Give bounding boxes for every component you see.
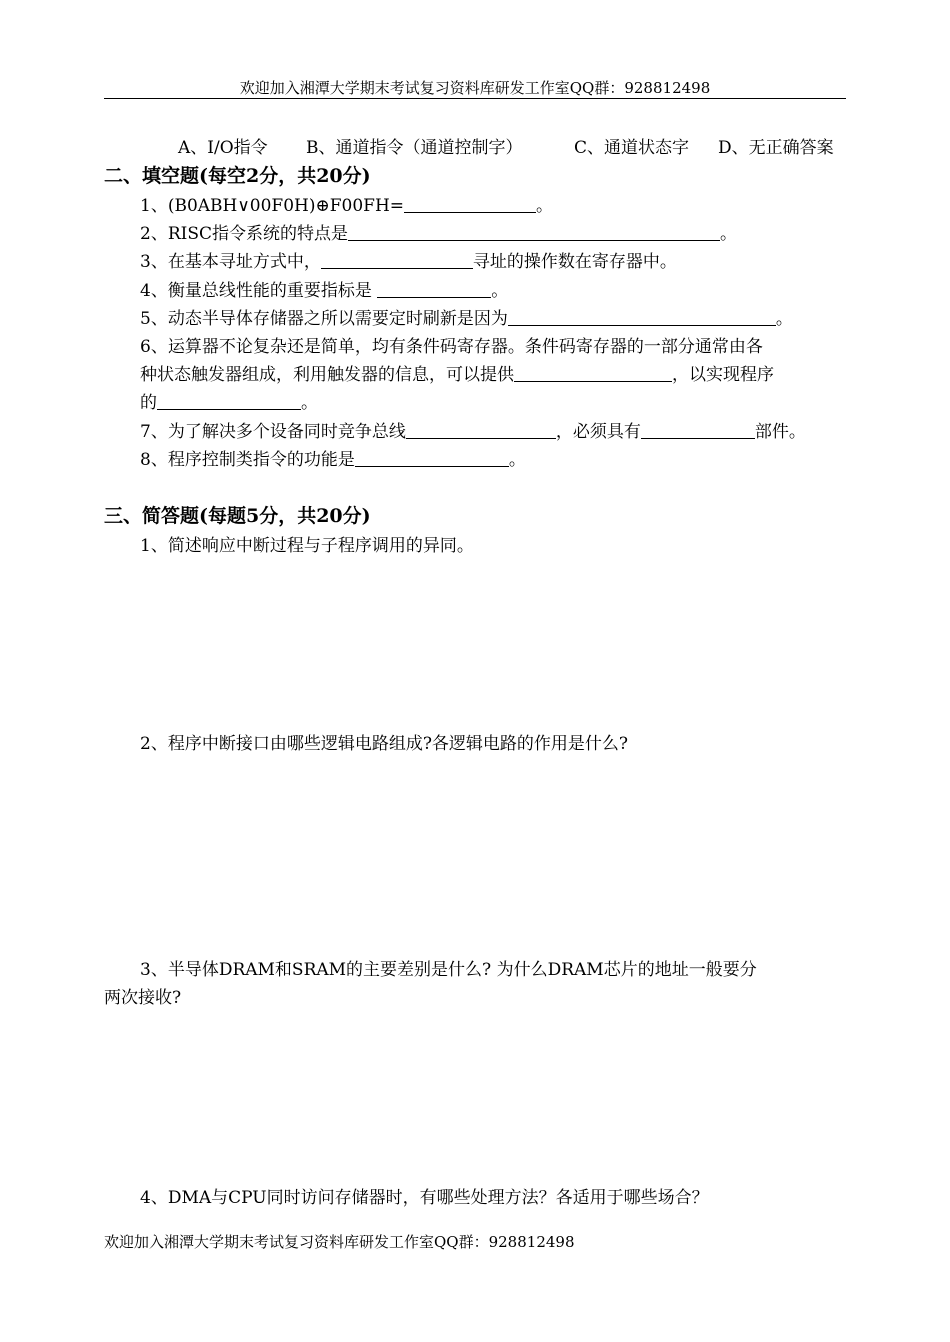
fill-q5-end: 。 [775, 309, 793, 329]
choice-option-a: A、I/O指令 [178, 138, 268, 158]
short-answer-question-2: 2、程序中断接口由哪些逻辑电路组成?各逻辑电路的作用是什么? [140, 734, 629, 754]
fill-q8-end: 。 [508, 450, 526, 470]
fill-question-8 [140, 448, 526, 472]
answer-blank[interactable] [377, 280, 491, 298]
page-header: 欢迎加入湘潭大学期末考试复习资料库研发工作室QQ群：928812498 [239, 79, 711, 97]
choice-option-b: B、通道指令（通道控制字） [306, 138, 523, 158]
fill-q1-end: 。 [536, 196, 554, 216]
fill-q4-text: 4、衡量总线性能的重要指标是 [140, 281, 378, 301]
short-answer-question-3-line1: 3、半导体DRAM和SRAM的主要差别是什么? 为什么DRAM芯片的地址一般要分 [140, 960, 757, 980]
header-rule [104, 98, 846, 99]
short-answer-question-3-line2: 两次接收? [104, 988, 182, 1008]
answer-blank[interactable] [348, 223, 720, 241]
fill-q6-text: 的 [140, 393, 157, 413]
short-answer-question-1: 1、简述响应中断过程与子程序调用的异同。 [140, 536, 474, 556]
section3-title: 三、简答题(每题5分，共20分) [104, 505, 371, 527]
choice-option-d: D、无正确答案 [718, 138, 834, 158]
fill-q1-text: 1、(B0ABH∨00F0H)⊕F00FH= [140, 196, 405, 216]
answer-blank[interactable] [355, 449, 509, 467]
fill-q2-end: 。 [719, 224, 737, 244]
answer-blank[interactable] [321, 251, 473, 269]
fill-q6-end: 。 [301, 393, 318, 413]
fill-q8-text: 8、程序控制类指令的功能是 [140, 450, 355, 470]
fill-q7-mid: ，必须具有 [555, 422, 641, 442]
fill-q6-mid: ，以实现程序 [672, 365, 774, 385]
fill-question-4 [140, 279, 508, 303]
answer-blank[interactable] [157, 392, 301, 410]
fill-question-2 [140, 222, 737, 246]
fill-q4-end: 。 [491, 281, 509, 301]
answer-blank[interactable] [514, 364, 672, 382]
fill-q6-text: 种状态触发器组成，利用触发器的信息，可以提供 [140, 365, 514, 385]
answer-blank[interactable] [641, 421, 755, 439]
short-answer-question-4: 4、DMA与CPU同时访问存储器时，有哪些处理方法？各适用于哪些场合？ [140, 1188, 709, 1208]
fill-question-6-line3 [140, 391, 318, 415]
answer-blank[interactable] [404, 195, 536, 213]
fill-question-6-line1: 6、运算器不论复杂还是简单，均有条件码寄存器。条件码寄存器的一部分通常由各 [140, 337, 763, 357]
fill-q7-end: 部件。 [754, 422, 806, 442]
fill-q7-text: 7、为了解决多个设备同时竞争总线 [140, 422, 406, 442]
fill-question-6-line2 [140, 363, 774, 387]
fill-question-7 [140, 420, 806, 444]
fill-question-5 [140, 307, 793, 331]
fill-q3-end: 寻址的操作数在寄存器中。 [472, 252, 677, 272]
answer-blank[interactable] [508, 308, 776, 326]
choice-option-c: C、通道状态字 [574, 138, 690, 158]
section2-title: 二、填空题(每空2分，共20分) [104, 165, 371, 187]
fill-question-3 [140, 250, 677, 274]
page-footer: 欢迎加入湘潭大学期末考试复习资料库研发工作室QQ群：928812498 [104, 1233, 575, 1251]
fill-q5-text: 5、动态半导体存储器之所以需要定时刷新是因为 [140, 309, 508, 329]
fill-q2-text: 2、RISC指令系统的特点是 [140, 224, 348, 244]
fill-question-1 [140, 194, 553, 218]
fill-q3-text: 3、在基本寻址方式中， [140, 252, 321, 272]
answer-blank[interactable] [406, 421, 556, 439]
